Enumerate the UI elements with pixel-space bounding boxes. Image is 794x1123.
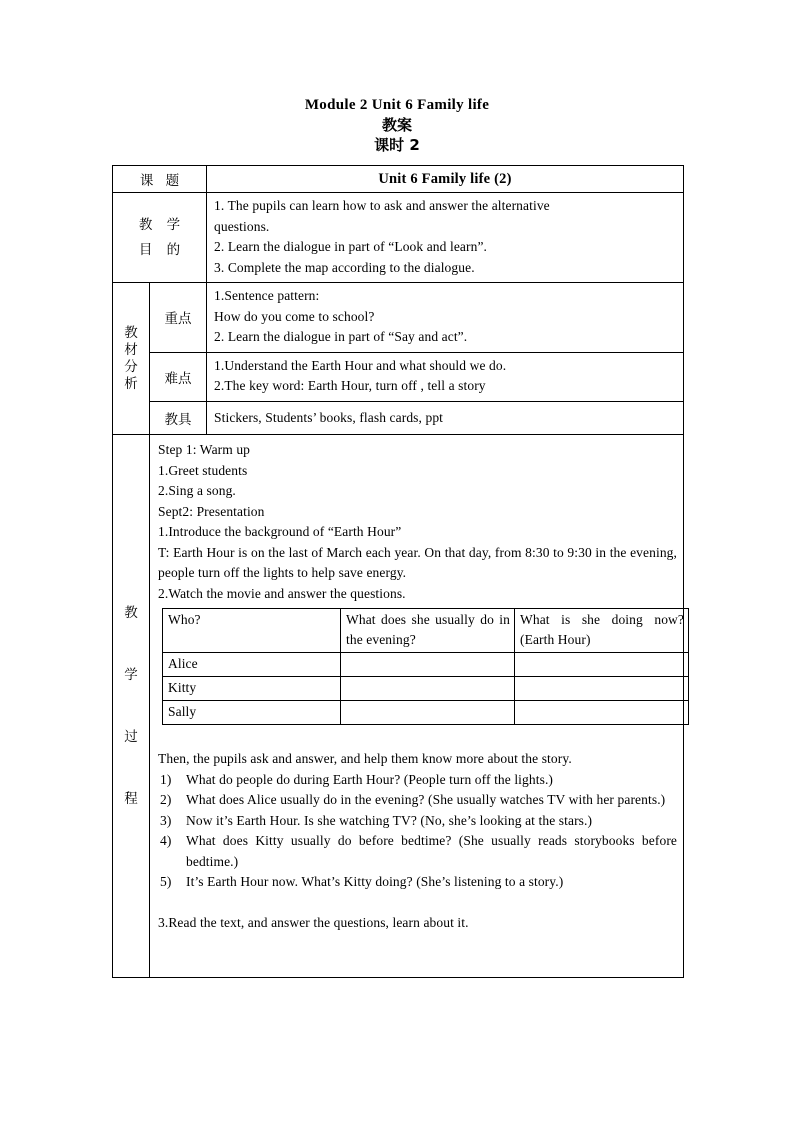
process-line: 2.Sing a song.	[158, 483, 236, 498]
table-row-aims	[113, 193, 684, 283]
question-item	[158, 872, 677, 893]
question-number: 5)	[160, 874, 172, 889]
process-content	[150, 435, 683, 977]
question-text: It’s Earth Hour now. What’s Kitty doing? (She’s listening to a story.)	[186, 874, 564, 889]
closing-line: 3.Read the text, and answer the questions, learn about it.	[158, 914, 469, 930]
key-points-item: How do you come to school?	[214, 308, 375, 324]
title-line-module: Module 2 Unit 6 Family life	[304, 97, 490, 113]
question-text: What does Kitty usually do before bedtime? (She usually reads storybooks before bedtime.)	[186, 833, 678, 869]
worksheet-cell-now[interactable]	[515, 653, 689, 677]
worksheet-header-cell: What is she doing now?(Earth Hour)	[515, 609, 689, 653]
process-content-cell	[150, 435, 684, 978]
process-line: 1.Greet students	[158, 462, 248, 478]
process-line: Sept2: Presentation	[158, 503, 265, 519]
document-title-block	[0, 95, 794, 155]
title-line-lesson-plan: 教案	[381, 116, 412, 134]
process-label-char: 学	[124, 667, 138, 683]
key-points-content	[207, 283, 683, 352]
difficult-points-item: 1.Understand the Earth Hour and what should we do.	[214, 357, 507, 373]
key-points-label-cell	[150, 283, 207, 353]
worksheet-cell-name: Sally	[163, 701, 341, 725]
table-row-topic	[113, 166, 684, 193]
questions-intro: Then, the pupils ask and answer, and help them know more about the story.	[158, 751, 572, 766]
worksheet-row	[163, 701, 689, 725]
question-item	[158, 770, 677, 791]
spacer	[158, 893, 677, 913]
question-item	[158, 811, 677, 832]
table-row-teaching-aids	[113, 401, 684, 435]
worksheet-table	[162, 608, 689, 725]
difficult-points-content	[207, 353, 683, 401]
worksheet-header-row	[163, 609, 689, 653]
aims-content	[207, 193, 683, 282]
key-points-item: 2. Learn the dialogue in part of “Say and act”.	[214, 329, 468, 344]
difficult-points-item: 2.The key word: Earth Hour, turn off , tell a story	[214, 378, 486, 393]
analysis-label-char: 教	[124, 324, 138, 341]
table-row-process	[113, 435, 684, 978]
process-label-char: 过	[124, 729, 138, 745]
spacer	[158, 729, 677, 749]
aims-label-cell	[113, 193, 207, 283]
process-line: 1.Introduce the background of “Earth Hour”	[158, 524, 402, 539]
lesson-plan-table	[112, 165, 684, 978]
aims-item: 3. Complete the map according to the dialogue.	[214, 259, 475, 275]
question-item	[158, 831, 677, 872]
analysis-label-cell	[113, 283, 150, 435]
worksheet-cell-usually[interactable]	[341, 677, 515, 701]
aims-item: questions.	[214, 218, 270, 234]
analysis-label-char: 材	[124, 341, 138, 358]
aims-item: 2. Learn the dialogue in part of “Look and learn”.	[214, 239, 488, 254]
teaching-aids-content-cell	[207, 401, 684, 435]
question-number: 4)	[160, 833, 172, 848]
key-points-label: 重点	[164, 311, 192, 328]
teaching-aids-label: 教具	[164, 411, 192, 428]
key-points-content-cell	[207, 283, 684, 353]
teaching-aids-label-cell	[150, 401, 207, 435]
aims-label-line-1: 教 学	[138, 216, 186, 233]
difficult-points-content-cell	[207, 352, 684, 401]
table-row-key-points	[113, 283, 684, 353]
worksheet-cell-now[interactable]	[515, 701, 689, 725]
topic-label-cell	[113, 166, 207, 193]
questions-list	[158, 770, 677, 893]
aims-item: 1. The pupils can learn how to ask and answer the alternative	[214, 198, 550, 213]
teacher-paragraph: T: Earth Hour is on the last of March each year. On that day, from 8:30 to 9:30 in the evening, people turn off the lights to help save energy.	[158, 544, 678, 580]
question-item	[158, 790, 677, 811]
worksheet-row	[163, 653, 689, 677]
process-label-char: 程	[124, 791, 138, 807]
process-label-cell	[113, 435, 150, 978]
worksheet-header-cell: Who?	[163, 609, 341, 653]
analysis-label-char: 析	[124, 375, 138, 392]
topic-value: Unit 6 Family life (2)	[378, 170, 512, 187]
table-row-difficult-points	[113, 352, 684, 401]
key-points-item: 1.Sentence pattern:	[214, 288, 320, 303]
difficult-points-label: 难点	[164, 370, 192, 387]
difficult-points-label-cell	[150, 352, 207, 401]
title-line-period: 课时 2	[374, 136, 420, 154]
worksheet-header-cell: What does she usually do in the evening?	[341, 609, 515, 653]
question-text: What do people do during Earth Hour? (People turn off the lights.)	[186, 771, 554, 787]
question-text: What does Alice usually do in the evening? (She usually watches TV with her parents.)	[186, 792, 666, 807]
teaching-aids-content: Stickers, Students’ books, flash cards, ppt	[214, 409, 444, 425]
worksheet-cell-now[interactable]	[515, 677, 689, 701]
topic-value-cell	[207, 166, 684, 193]
question-text: Now it’s Earth Hour. Is she watching TV? (No, she’s looking at the stars.)	[186, 812, 593, 828]
worksheet-cell-usually[interactable]	[341, 701, 515, 725]
process-line: Step 1: Warm up	[158, 442, 251, 457]
question-number: 2)	[160, 792, 172, 807]
question-number: 3)	[160, 812, 172, 828]
aims-label-line-2: 目 的	[138, 241, 186, 258]
process-label-char: 教	[124, 605, 138, 621]
question-number: 1)	[160, 771, 172, 787]
worksheet-row	[163, 677, 689, 701]
analysis-label-char: 分	[124, 358, 138, 375]
worksheet-cell-usually[interactable]	[341, 653, 515, 677]
process-line-watch-movie: 2.Watch the movie and answer the questions.	[158, 585, 406, 601]
worksheet-cell-name: Alice	[163, 653, 341, 677]
worksheet-cell-name: Kitty	[163, 677, 341, 701]
aims-content-cell	[207, 193, 684, 283]
trailing-space	[158, 933, 677, 971]
topic-label: 课 题	[139, 173, 184, 189]
